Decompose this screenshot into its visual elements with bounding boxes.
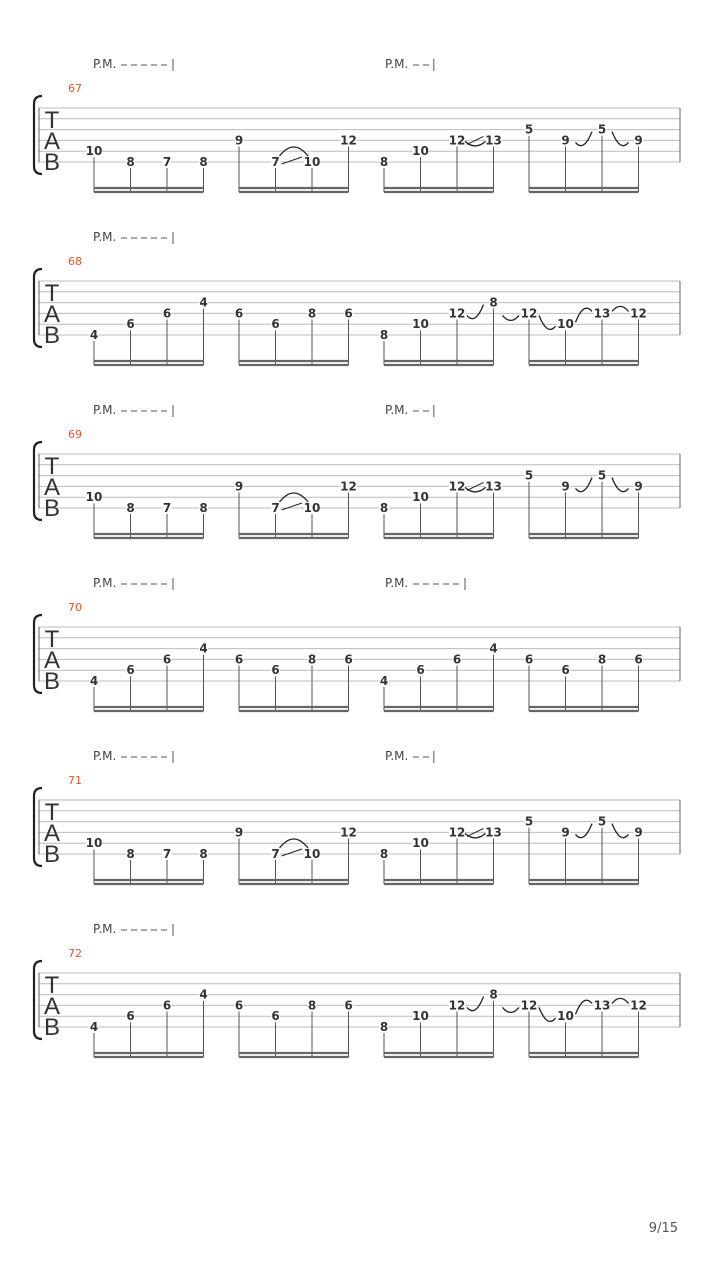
- fret-number: 6: [524, 652, 534, 667]
- fret-number: 9: [634, 479, 643, 494]
- tab-letter-a: A: [43, 474, 61, 501]
- fret-number: 10: [85, 836, 103, 851]
- fret-number: 6: [271, 1009, 280, 1024]
- tie-arc: [612, 478, 629, 492]
- fret-number: 6: [126, 663, 135, 678]
- fret-number: 8: [307, 306, 317, 321]
- fret-number: 13: [593, 998, 611, 1013]
- fret-number: 6: [344, 652, 353, 667]
- fret-number: 6: [344, 998, 353, 1013]
- fret-number: 12: [630, 306, 647, 321]
- fret-number: 12: [448, 479, 466, 494]
- tab-letter-t: T: [44, 626, 60, 653]
- tab-system: [34, 922, 680, 1057]
- palm-mute-label: P.M.: [93, 576, 117, 590]
- fret-number: 8: [379, 328, 389, 342]
- fret-number: 10: [303, 155, 321, 169]
- palm-mute-label: P.M.: [385, 57, 409, 71]
- tie-arc: [539, 315, 556, 329]
- tab-system: [34, 403, 680, 538]
- fret-number: 5: [524, 814, 534, 829]
- tie-arc: [467, 305, 484, 319]
- fret-number: 6: [271, 663, 280, 678]
- tie-arc: [503, 315, 520, 320]
- fret-number: 8: [489, 987, 498, 1002]
- fret-number: 9: [234, 825, 244, 840]
- fret-number: 5: [597, 468, 607, 483]
- tie-arc: [576, 308, 593, 322]
- fret-number: 4: [199, 641, 208, 656]
- tab-letter-b: B: [43, 1014, 61, 1041]
- tie-arc: [612, 132, 629, 146]
- tab-letter-b: B: [43, 668, 61, 695]
- tie-arc: [576, 478, 593, 492]
- measure-number: 71: [68, 774, 82, 787]
- tab-letter-t: T: [44, 107, 60, 134]
- fret-number: 5: [524, 468, 534, 483]
- fret-number: 9: [561, 133, 570, 148]
- fret-number: 12: [448, 998, 466, 1013]
- fret-number: 4: [89, 1020, 99, 1034]
- fret-number: 9: [561, 825, 570, 840]
- fret-number: 12: [340, 133, 357, 148]
- fret-number: 8: [379, 1020, 389, 1034]
- fret-number: 4: [379, 674, 389, 688]
- fret-number: 8: [307, 998, 317, 1013]
- fret-number: 9: [234, 133, 244, 148]
- fret-number: 12: [520, 306, 538, 321]
- palm-mute-label: P.M.: [93, 922, 117, 936]
- fret-number: 10: [303, 847, 321, 861]
- measure-number: 68: [68, 255, 82, 268]
- fret-number: 9: [561, 479, 570, 494]
- fret-number: 8: [126, 501, 135, 515]
- fret-number: 12: [520, 998, 538, 1013]
- fret-number: 8: [597, 652, 607, 667]
- tab-letter-a: A: [43, 993, 61, 1020]
- fret-number: 4: [89, 674, 99, 688]
- tab-system: [34, 749, 680, 884]
- fret-number: 10: [412, 490, 429, 505]
- fret-number: 12: [448, 133, 466, 148]
- fret-number: 7: [162, 501, 172, 515]
- palm-mute-label: P.M.: [93, 57, 117, 71]
- fret-number: 12: [340, 825, 357, 840]
- fret-number: 6: [561, 663, 570, 678]
- fret-number: 10: [85, 144, 103, 159]
- fret-number: 8: [379, 155, 389, 169]
- fret-number: 10: [412, 1009, 429, 1024]
- tab-letter-b: B: [43, 149, 61, 176]
- fret-number: 12: [630, 998, 647, 1013]
- tab-letter-a: A: [43, 820, 61, 847]
- measure-number: 70: [68, 601, 82, 614]
- fret-number: 7: [271, 847, 280, 861]
- palm-mute-label: P.M.: [93, 749, 117, 763]
- fret-number: 6: [634, 652, 643, 667]
- palm-mute-label: P.M.: [385, 576, 409, 590]
- measure-number: 72: [68, 947, 82, 960]
- fret-number: 13: [485, 133, 502, 148]
- fret-number: 6: [452, 652, 462, 667]
- tab-letter-t: T: [44, 453, 60, 480]
- fret-number: 12: [448, 306, 466, 321]
- tie-arc: [612, 998, 629, 1003]
- fret-number: 5: [597, 122, 607, 137]
- fret-number: 4: [199, 987, 208, 1002]
- palm-mute-label: P.M.: [93, 230, 117, 244]
- slide-line: [282, 849, 303, 856]
- fret-number: 4: [199, 295, 208, 310]
- measure-number: 67: [68, 82, 82, 95]
- palm-mute-label: P.M.: [385, 749, 409, 763]
- fret-number: 8: [379, 501, 389, 515]
- slide-line: [282, 157, 303, 164]
- fret-number: 12: [340, 479, 357, 494]
- measure-number: 69: [68, 428, 82, 441]
- fret-number: 10: [412, 836, 429, 851]
- fret-number: 8: [199, 847, 208, 861]
- fret-number: 13: [485, 825, 502, 840]
- fret-number: 4: [489, 641, 498, 656]
- fret-number: 9: [234, 479, 244, 494]
- tab-letter-t: T: [44, 280, 60, 307]
- fret-number: 7: [271, 155, 280, 169]
- fret-number: 6: [344, 306, 353, 321]
- fret-number: 5: [524, 122, 534, 137]
- tab-letter-b: B: [43, 322, 61, 349]
- tie-arc: [503, 1007, 520, 1012]
- fret-number: 4: [89, 328, 99, 342]
- fret-number: 6: [416, 663, 425, 678]
- fret-number: 12: [448, 825, 466, 840]
- fret-number: 10: [412, 317, 429, 332]
- tab-letter-a: A: [43, 128, 61, 155]
- tab-letter-t: T: [44, 972, 60, 999]
- palm-mute-label: P.M.: [385, 403, 409, 417]
- fret-number: 10: [85, 490, 103, 505]
- fret-number: 8: [489, 295, 498, 310]
- fret-number: 8: [126, 155, 135, 169]
- fret-number: 5: [597, 814, 607, 829]
- fret-number: 9: [634, 133, 643, 148]
- tab-letter-a: A: [43, 647, 61, 674]
- tie-arc: [612, 824, 629, 838]
- fret-number: 8: [126, 847, 135, 861]
- tie-arc: [539, 1007, 556, 1021]
- fret-number: 13: [485, 479, 502, 494]
- tab-system: [34, 57, 680, 192]
- fret-number: 10: [303, 501, 321, 515]
- tie-arc: [612, 306, 629, 311]
- palm-mute-label: P.M.: [93, 403, 117, 417]
- tie-arc: [576, 1000, 593, 1014]
- tab-letter-t: T: [44, 799, 60, 826]
- fret-number: 7: [271, 501, 280, 515]
- page-number: 9/15: [648, 1221, 678, 1236]
- tab-system: [34, 230, 680, 365]
- fret-number: 8: [199, 155, 208, 169]
- tab-system: [34, 576, 680, 711]
- fret-number: 6: [126, 317, 135, 332]
- fret-number: 6: [162, 652, 172, 667]
- fret-number: 6: [234, 306, 244, 321]
- fret-number: 6: [126, 1009, 135, 1024]
- tab-letter-a: A: [43, 301, 61, 328]
- tab-letter-b: B: [43, 495, 61, 522]
- fret-number: 13: [593, 306, 611, 321]
- fret-number: 8: [379, 847, 389, 861]
- fret-number: 6: [271, 317, 280, 332]
- fret-number: 8: [307, 652, 317, 667]
- fret-number: 7: [162, 155, 172, 169]
- fret-number: 6: [234, 998, 244, 1013]
- fret-number: 6: [162, 998, 172, 1013]
- tie-arc: [467, 997, 484, 1011]
- fret-number: 10: [557, 317, 574, 332]
- fret-number: 6: [234, 652, 244, 667]
- fret-number: 8: [199, 501, 208, 515]
- fret-number: 7: [162, 847, 172, 861]
- tab-letter-b: B: [43, 841, 61, 868]
- fret-number: 10: [557, 1009, 574, 1024]
- tie-arc: [576, 824, 593, 838]
- fret-number: 6: [162, 306, 172, 321]
- fret-number: 10: [412, 144, 429, 159]
- slide-line: [282, 503, 303, 510]
- tie-arc: [576, 132, 593, 146]
- fret-number: 9: [634, 825, 643, 840]
